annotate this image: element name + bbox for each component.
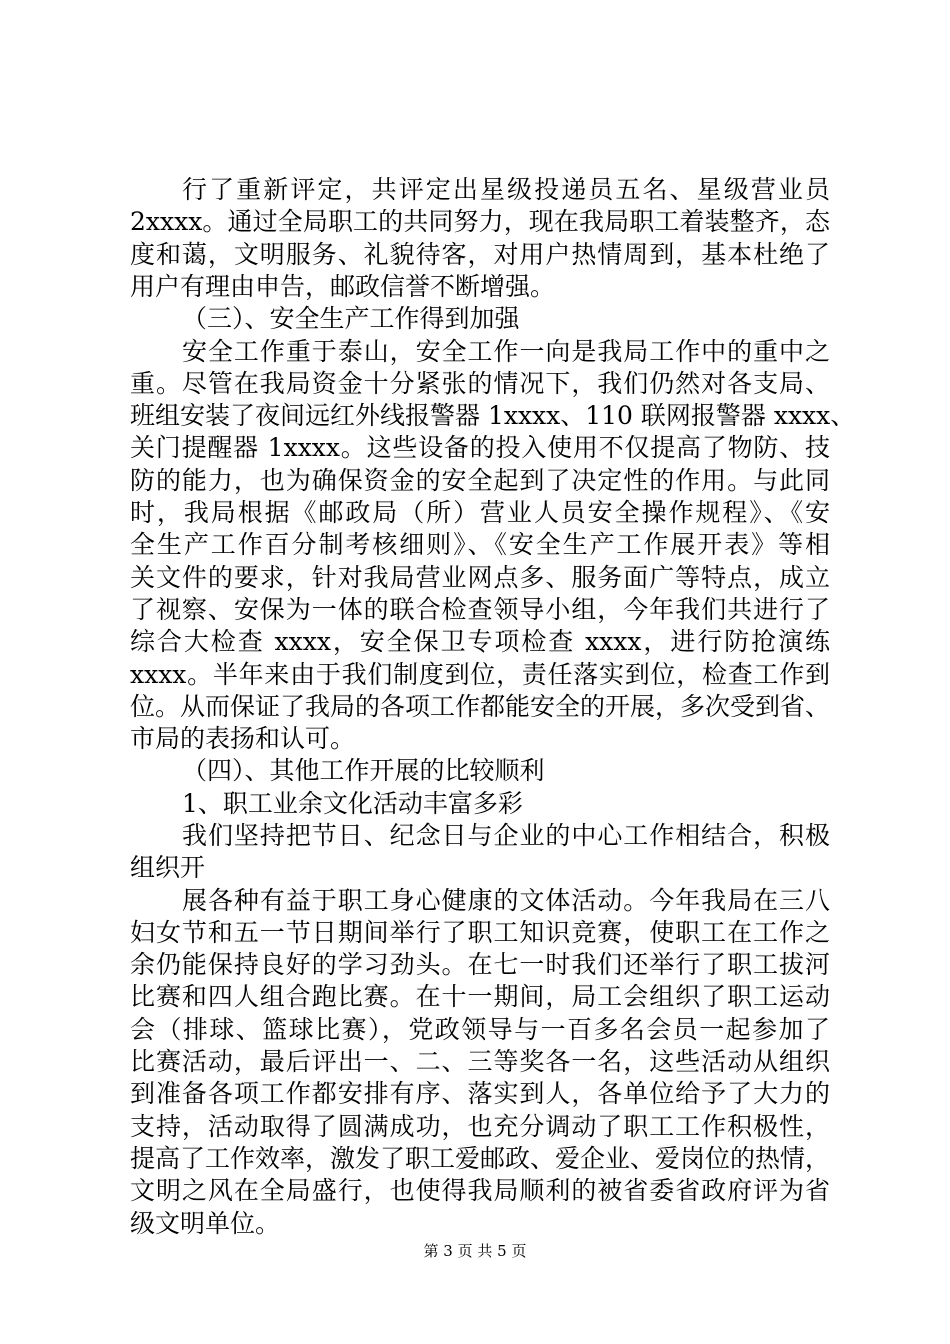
text-line: 全生产工作百分制考核细则》、《安全生产工作展开表》等相 — [130, 530, 830, 559]
text-line: 位。从而保证了我局的各项工作都能安全的开展，多次受到省、 — [130, 692, 831, 721]
text-line: 提高了工作效率，激发了职工爱邮政、爱企业、爱岗位的热情， — [130, 1144, 831, 1173]
text-line: 时，我局根据《邮政局（所）营业人员安全操作规程》、《安 — [130, 498, 830, 527]
text-line: 关文件的要求，针对我局营业网点多、服务面广等特点，成立 — [130, 563, 830, 592]
text-line: 行了重新评定，共评定出星级投递员五名、星级营业员 — [182, 175, 830, 204]
text-line: 妇女节和五一节日期间举行了职工知识竞赛，使职工在工作之 — [130, 918, 830, 947]
text-line: 用户有理由申告，邮政信誉不断增强。 — [130, 272, 556, 301]
text-line: 度和蔼，文明服务、礼貌待客，对用户热情周到，基本杜绝了 — [130, 240, 830, 269]
text-line: 比赛和四人组合跑比赛。在十一期间，局工会组织了职工运动 — [130, 982, 830, 1011]
text-line: 防的能力，也为确保资金的安全起到了决定性的作用。与此同 — [130, 466, 830, 495]
subsection-heading: 1、职工业余文化活动丰富多彩 — [182, 789, 523, 818]
section-heading: （四）、其他工作开展的比较顺利 — [182, 756, 545, 785]
text-line: 市局的表扬和认可。 — [130, 724, 356, 753]
page-number-footer: 第 3 页 共 5 页 — [423, 1242, 527, 1260]
text-line: 安全工作重于泰山，安全工作一向是我局工作中的重中之 — [182, 337, 830, 366]
text-line: 展各种有益于职工身心健康的文体活动。今年我局在三八 — [182, 886, 830, 915]
text-line: 我们坚持把节日、纪念日与企业的中心工作相结合，积极 — [182, 821, 830, 850]
text-line: 会（排球、篮球比赛），党政领导与一百多名会员一起参加了 — [130, 1015, 830, 1044]
section-heading: （三）、安全生产工作得到加强 — [182, 304, 520, 333]
text-line: 综合大检查 xxxx，安全保卫专项检查 xxxx，进行防抢演练 — [130, 627, 830, 656]
text-line: 支持，活动取得了圆满成功，也充分调动了职工工作积极性， — [130, 1112, 830, 1141]
text-line: 了视察、安保为一体的联合检查领导小组，今年我们共进行了 — [130, 595, 830, 624]
text-line: 比赛活动，最后评出一、二、三等奖各一名，这些活动从组织 — [130, 1047, 830, 1076]
text-line: 重。尽管在我局资金十分紧张的情况下，我们仍然对各支局、 — [130, 369, 830, 398]
text-line: xxxx。半年来由于我们制度到位，责任落实到位，检查工作到 — [130, 660, 830, 689]
text-line: 班组安装了夜间远红外线报警器 1xxxx、110 联网报警器 xxxx、 — [130, 401, 856, 430]
text-line: 到准备各项工作都安排有序、落实到人，各单位给予了大力的 — [130, 1079, 830, 1108]
text-line: 2xxxx。通过全局职工的共同努力，现在我局职工着装整齐，态 — [130, 207, 830, 236]
text-line: 级文明单位。 — [130, 1209, 281, 1238]
text-line: 文明之风在全局盛行，也使得我局顺利的被省委省政府评为省 — [130, 1176, 830, 1205]
text-line: 组织开 — [130, 853, 206, 882]
text-line: 余仍能保持良好的学习劲头。在七一时我们还举行了职工拔河 — [130, 950, 830, 979]
text-line: 关门提醒器 1xxxx。这些设备的投入使用不仅提高了物防、技 — [130, 433, 830, 462]
